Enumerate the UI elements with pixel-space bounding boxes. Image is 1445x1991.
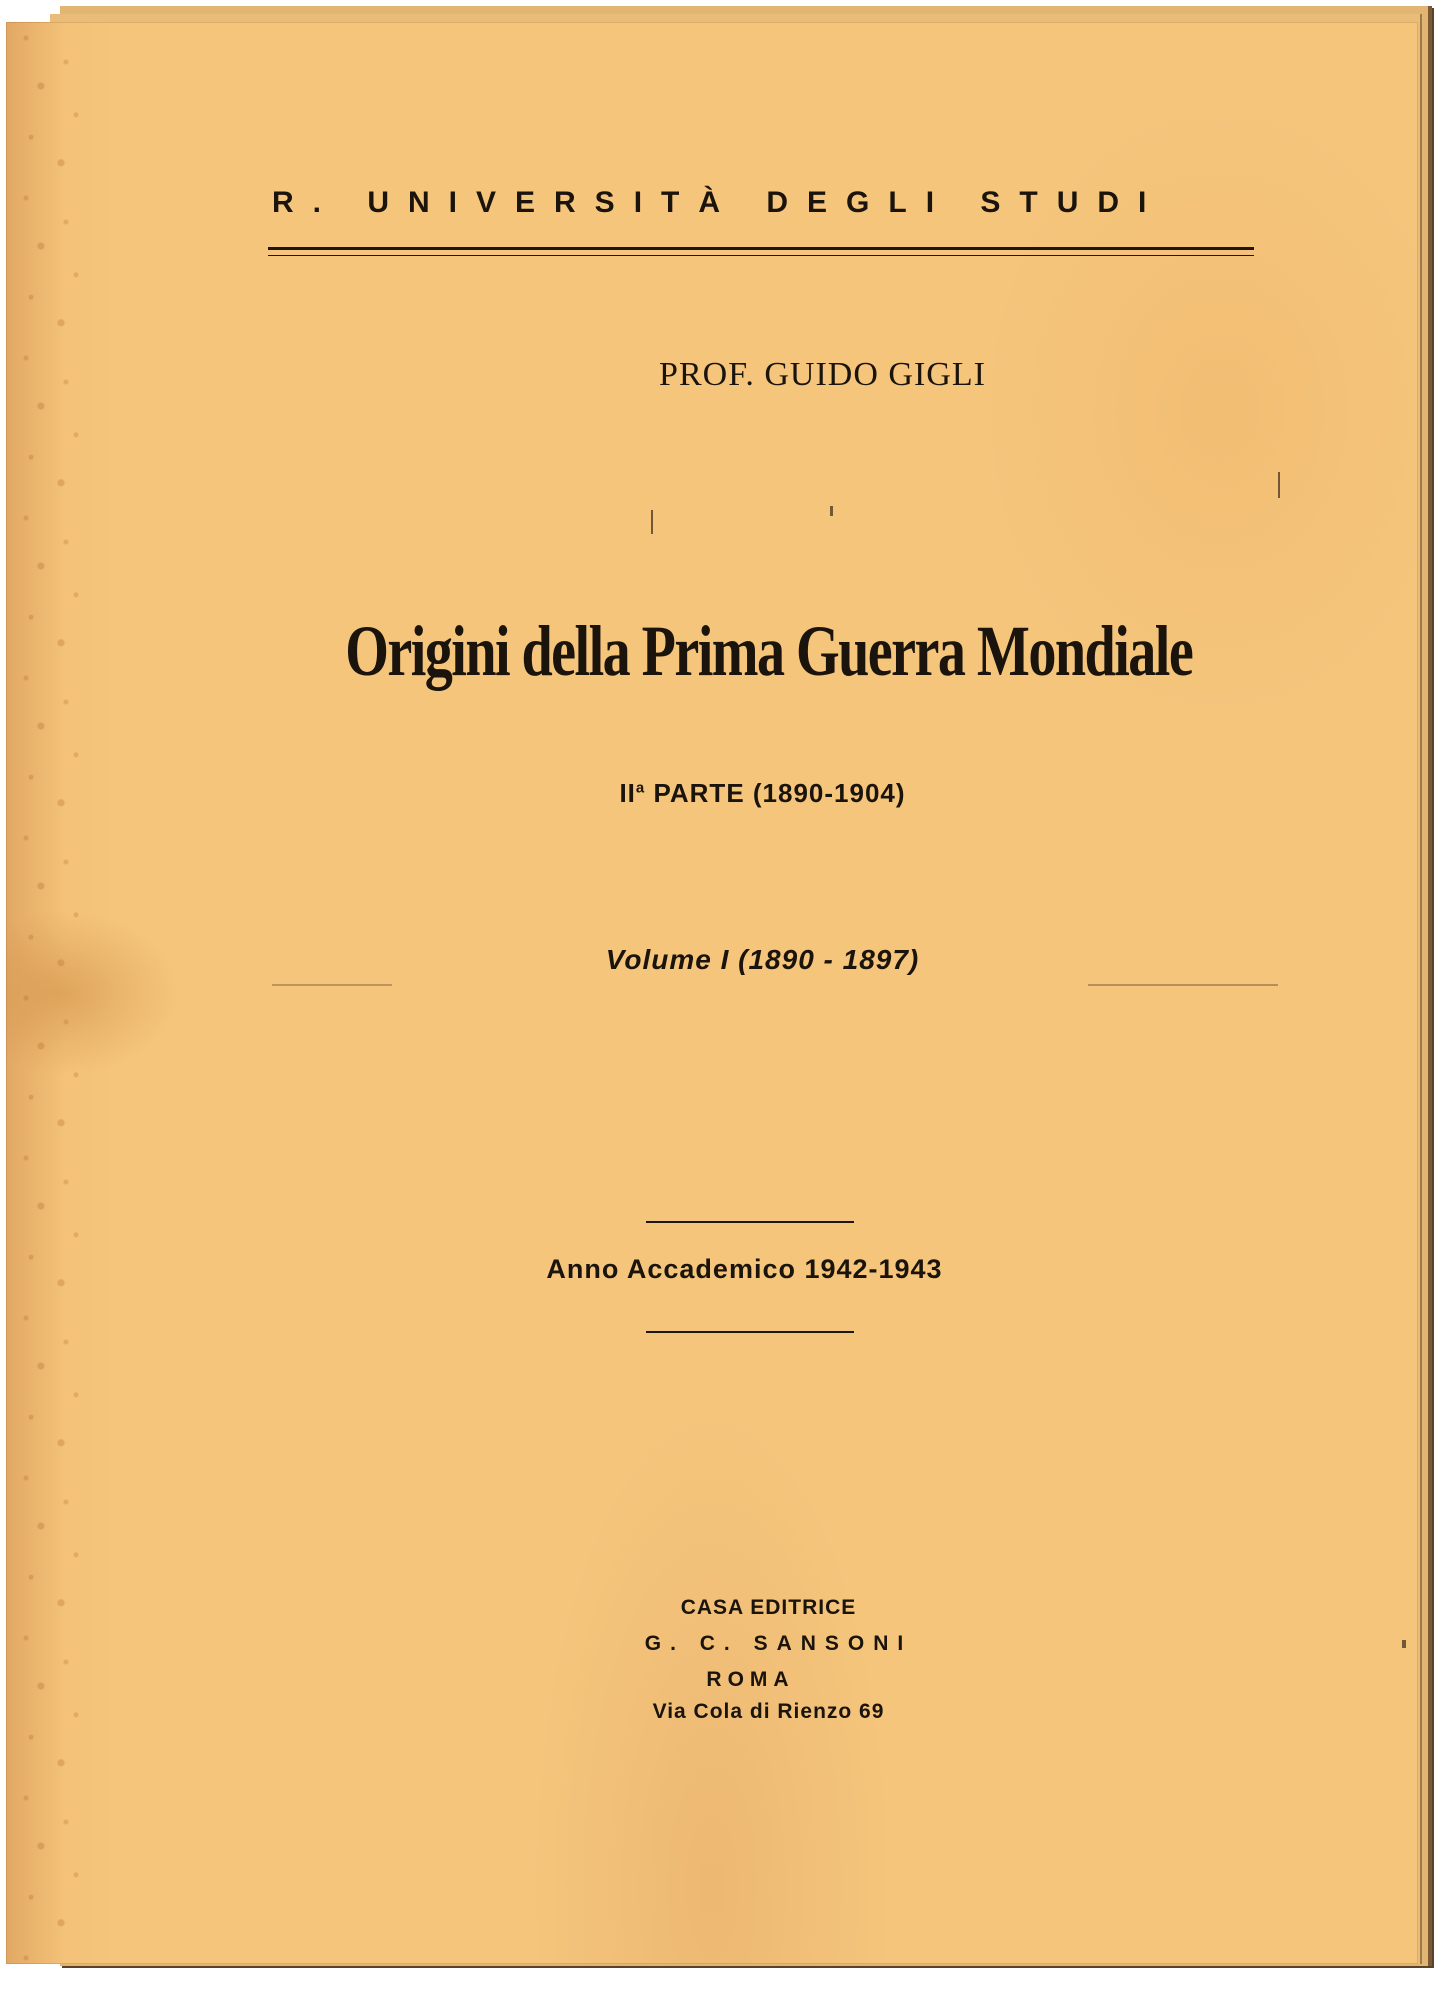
print-speck — [651, 510, 653, 534]
institution-heading: R. UNIVERSITÀ DEGLI STUDI — [272, 186, 1166, 219]
print-speck — [1402, 1640, 1406, 1648]
part-ordinal-suffix: a — [635, 779, 646, 797]
publisher-name: G. C. SANSONI — [644, 1632, 913, 1655]
header-rule-bottom — [268, 255, 1254, 256]
print-speck — [1088, 984, 1278, 986]
year-rule-top — [646, 1221, 854, 1223]
part-label — [40, 778, 1445, 809]
print-speck — [272, 984, 392, 986]
publisher-address: Via Cola di Rienzo 69 — [652, 1700, 885, 1723]
part-ordinal: II — [619, 778, 636, 808]
print-speck — [830, 506, 833, 516]
print-speck — [1278, 472, 1280, 498]
volume-label: Volume I (1890 - 1897) — [605, 944, 920, 975]
book-title: Origini della Prima Guerra Mondiale — [345, 611, 1193, 691]
publisher-city: ROMA — [706, 1668, 795, 1691]
part-text: PARTE (1890-1904) — [653, 778, 906, 808]
header-rule-top — [268, 247, 1254, 250]
author-name: PROF. GUIDO GIGLI — [659, 356, 986, 393]
year-rule-bottom — [646, 1331, 854, 1333]
academic-year: Anno Accademico 1942-1943 — [546, 1254, 943, 1284]
publisher-label: CASA EDITRICE — [680, 1596, 857, 1619]
